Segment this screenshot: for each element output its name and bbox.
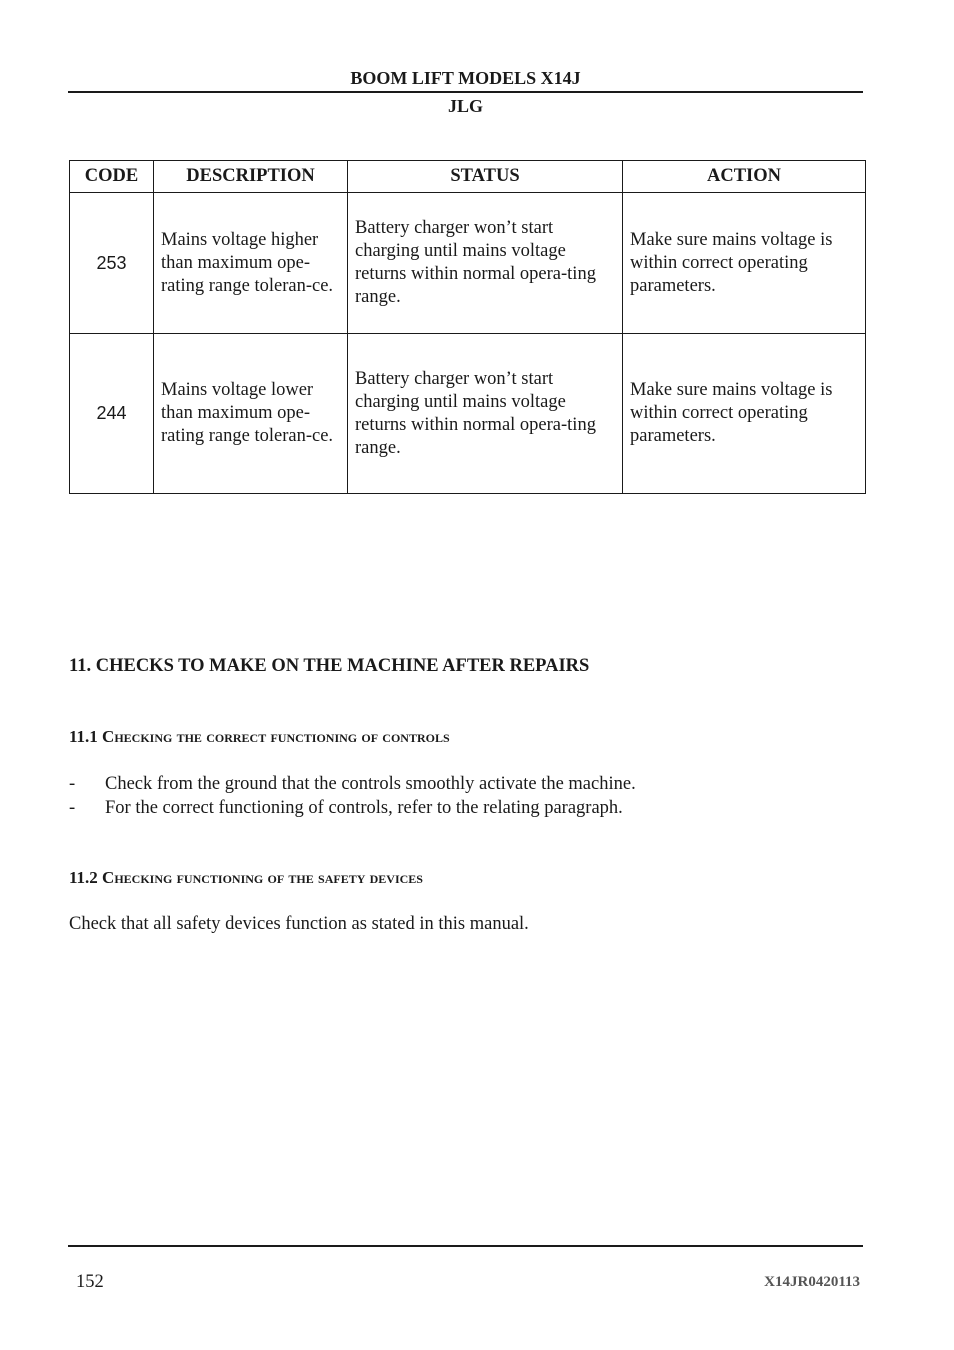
page-number: 152 — [76, 1272, 104, 1292]
bullet-dash: - — [69, 774, 76, 794]
subsection-heading-controls: 11.1 Checking the correct functioning of controls — [69, 727, 450, 746]
subsection-heading-safety: 11.2 Checking functioning of the safety devices — [69, 868, 423, 887]
cell-status: Battery charger won’t start charging until mains voltage returns within normal opera-ting range. — [348, 193, 623, 334]
header-rule — [68, 91, 863, 93]
bullet-list — [69, 772, 859, 820]
section-heading: 11. CHECKS TO MAKE ON THE MACHINE AFTER REPAIRS — [69, 656, 590, 676]
cell-description: Mains voltage higher than maximum ope-rating range toleran-ce. — [154, 193, 348, 334]
column-header-code: CODE — [70, 161, 154, 193]
list-item-text: For the correct functioning of controls, refer to the relating paragraph. — [105, 798, 623, 818]
document-code: X14JR0420113 — [764, 1274, 860, 1290]
list-item — [69, 796, 859, 820]
list-item — [69, 772, 859, 796]
document-header-brand: JLG — [447, 96, 483, 116]
table-row — [70, 193, 866, 334]
cell-code: 253 — [70, 193, 154, 334]
table-row — [70, 334, 866, 494]
cell-action: Make sure mains voltage is within correct operating parameters. — [623, 334, 866, 494]
error-code-table — [69, 160, 866, 494]
table-header-row — [70, 161, 866, 193]
cell-status: Battery charger won’t start charging until mains voltage returns within normal opera-ting range. — [348, 334, 623, 494]
document-header-title: BOOM LIFT MODELS X14J — [350, 68, 581, 88]
footer-rule — [68, 1245, 863, 1247]
column-header-action: ACTION — [623, 161, 866, 193]
list-item-text: Check from the ground that the controls smoothly activate the machine. — [105, 774, 636, 794]
cell-action: Make sure mains voltage is within correct operating parameters. — [623, 193, 866, 334]
cell-code: 244 — [70, 334, 154, 494]
bullet-dash: - — [69, 798, 76, 818]
paragraph-safety: Check that all safety devices function as stated in this manual. — [69, 914, 529, 934]
column-header-description: DESCRIPTION — [154, 161, 348, 193]
column-header-status: STATUS — [348, 161, 623, 193]
cell-description: Mains voltage lower than maximum ope-rating range toleran-ce. — [154, 334, 348, 494]
